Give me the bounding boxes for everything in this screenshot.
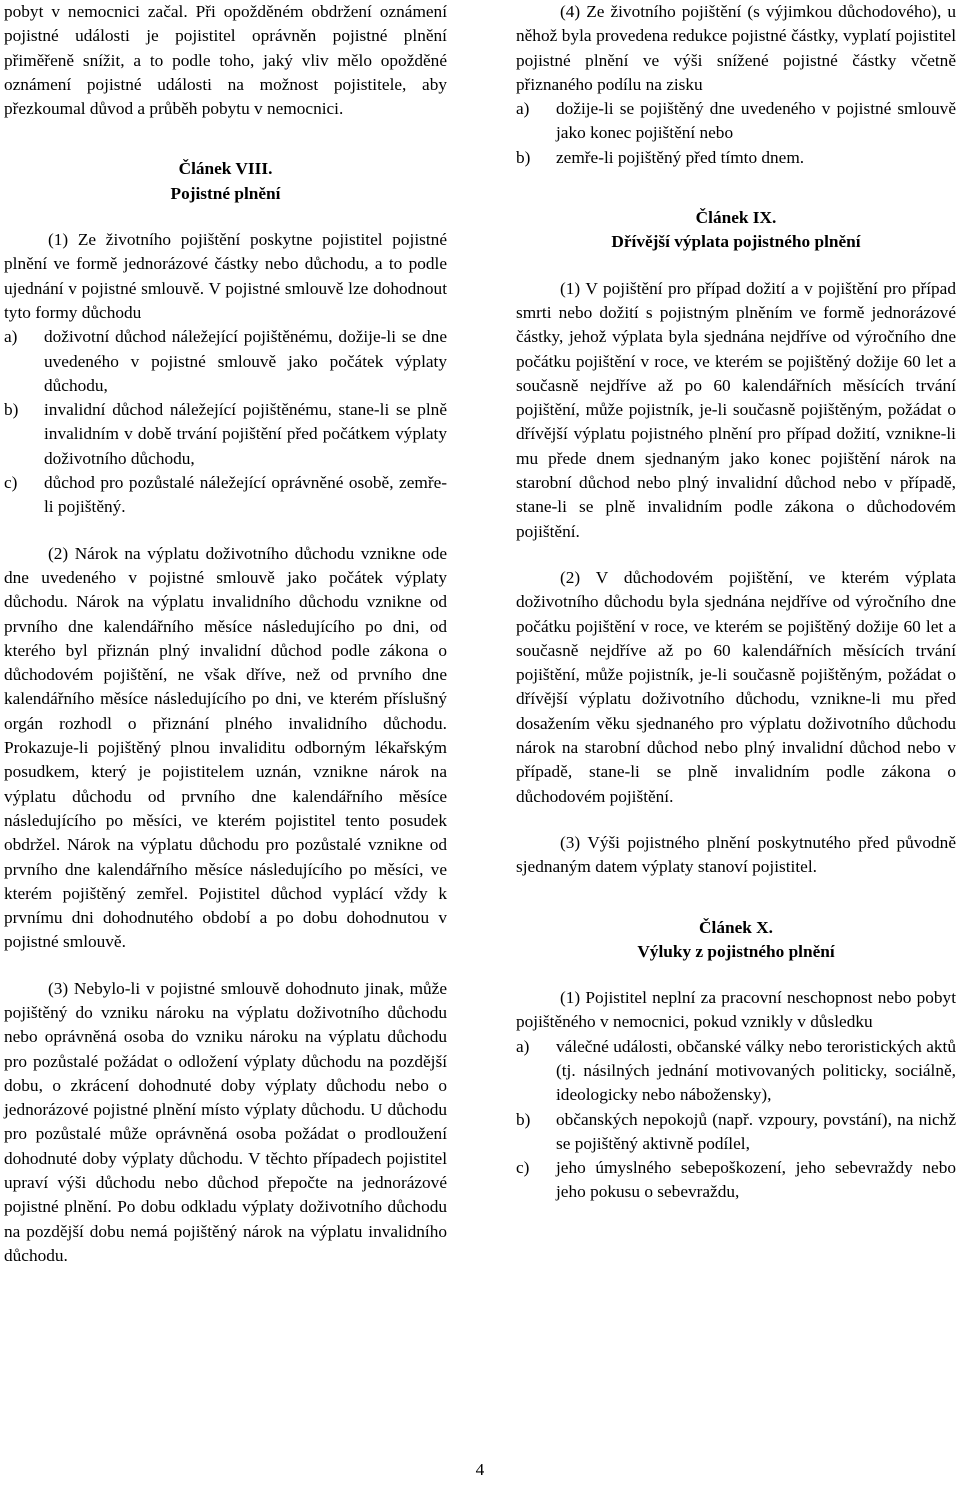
article-9-paragraph-1: (1) V pojištění pro případ dožití a v pojištění pro případ smrti nebo dožití s pojistným plněním ve formě jednorázové částky, jehož výplata byla sjednána nejdříve od výročního dne počátku pojištění v roce, ve kterém se pojištěný dožije 60 let a současně nejdříve až po 60 kalendářních měsících trvání pojištění, může pojistník, je-li současně pojištěným, požádat o dřívější výplatu pojistného plnění pro případ dožití, vznikne-li mu přede dnem sjednaným jako konec pojištění nárok na starobní důchod nebo plný invalidní důchod nebo v případě, stane-li se plně invalidním podle zákona o důchodovém pojištění. <box>516 278 956 541</box>
list-item-label: a) <box>516 1036 530 1056</box>
list-item <box>516 1156 956 1205</box>
list-item-text: důchod pro pozůstalé náležející oprávněné osobě, zemře-li pojištěný. <box>44 473 447 517</box>
article-8-paragraph-2: (2) Nárok na výplatu doživotního důchodu vznikne ode dne uvedeného v pojistné smlouvě jako počátek výplaty důchodu. Nárok na výplatu invalidního důchodu vznikne od prvního dne kalendářního měsíce následujícího po dni, od kterého byl přiznán plný invalidní důchod podle zákona o důchodovém pojištění, ne však dříve, než od prvního dne kalendářního měsíce následujícího po dni, ve kterém příslušný orgán rozhodl o přiznání plného invalidního důchodu. Prokazuje-li pojištěný plnou invaliditu odborným lékařským posudkem, který je pojistitelem uznán, vznikne nárok na výplatu důchodu od prvního dne kalendářního měsíce následujícího po měsíci, ve kterém pojistitel tento posudek obdržel. Nárok na výplatu důchodu pro pozůstalé vznikne od prvního dne kalendářního měsíce následujícího po měsíci, ve kterém pojištěný zemřel. Pojistitel důchod vyplácí vždy k prvnímu dni dohodnutého období a po dobu dohodnutou v pojistné smlouvě. <box>4 543 447 952</box>
page-number: 4 <box>475 1460 485 1479</box>
list-item <box>4 398 447 471</box>
list-item-text: invalidní důchod náležející pojištěnému, stane-li se plně invalidním v době trvání pojištění před počátkem výplaty doživotního důchodu, <box>44 400 447 468</box>
list-item-label: a) <box>4 327 18 347</box>
list-item-text: zemře-li pojištěný před tímto dnem. <box>556 147 805 167</box>
article-9-paragraph-2: (2) V důchodovém pojištění, ve kterém výplata doživotního důchodu byla sjednána nejdříve od výročního dne počátku pojištění v roce, ve kterém se pojištěný dožije 60 let a současně nejdříve až po 60 kalendářních měsících trvání pojištění, může pojistník, je-li současně pojištěným, požádat o dřívější výplatu doživotního důchodu, vznikne-li mu před dosažením věku sjednaného pro výplatu doživotního důchodu nárok na starobní důchod nebo plný invalidní důchod nebo v případě, stane-li se plně invalidním podle zákona o důchodovém pojištění. <box>516 567 956 806</box>
list-item-text: dožije-li se pojištěný dne uvedeného v pojistné smlouvě jako konec pojištění nebo <box>556 99 956 143</box>
left-column <box>4 0 447 1268</box>
article-9-title: Článek IX. <box>695 208 777 228</box>
list-item <box>516 1108 956 1157</box>
list-item-text: doživotní důchod náležející pojištěnému, dožije-li se dne uvedeného v pojistné smlouvě jako počátek výplaty důchodu, <box>44 327 447 395</box>
list-item <box>4 471 447 520</box>
intro-paragraph: pobyt v nemocnici začal. Při opožděném obdržení oznámení pojistné události je pojistitel oprávněn pojistné plnění přiměřeně snížit, a to podle toho, jaký vliv mělo opožděné oznámení pojistné události na možnost pojistitele, aby přezkoumal důvod a průběh pobytu v nemocnici. <box>4 2 447 119</box>
right-column <box>516 0 956 1205</box>
article-10-title: Článek X. <box>699 917 773 937</box>
article-10-subtitle: Výluky z pojistného plnění <box>637 941 835 961</box>
list-item-label: b) <box>516 1109 531 1129</box>
article-8-paragraph-4: (4) Ze životního pojištění (s výjimkou důchodového), u něhož byla provedena redukce pojistné částky, vyplatí pojistitel pojistné plnění ve výši snížené pojistné částky včetně přiznaného podílu na zisku <box>516 2 956 94</box>
list-item <box>516 1035 956 1108</box>
list-item-label: b) <box>4 400 19 420</box>
article-8-paragraph-1: (1) Ze životního pojištění poskytne pojistitel pojistné plnění ve formě jednorázové částky nebo důchodu, a to podle ujednání v pojistné smlouvě. V pojistné smlouvě lze dohodnout tyto formy důchodu <box>4 230 447 322</box>
list-item-label: b) <box>516 147 531 167</box>
article-9-subtitle: Dřívější výplata pojistného plnění <box>611 232 861 252</box>
list-item <box>4 325 447 398</box>
list-item-label: c) <box>4 473 18 493</box>
list-item <box>516 146 956 170</box>
list-item-label: c) <box>516 1158 530 1178</box>
article-8-paragraph-3: (3) Nebylo-li v pojistné smlouvě dohodnuto jinak, může pojištěný do vzniku nároku na výplatu doživotního důchodu nebo oprávněná osoba do vzniku nároku na výplatu důchodu pro pozůstalé požádat o odložení výplaty důchodu na pozdější dobu, o zkrácení dohodnuté doby výplaty důchodu nebo o jednorázové pojistné plnění místo výplaty důchodu. U důchodu pro pozůstalé může oprávněná osoba požádat o prodloužení dohodnuté doby výplaty důchodu. V těchto případech pojistitel upraví výši důchodu nebo důchod přepočte na jednorázové pojistné plnění. Po dobu odkladu výplaty doživotního důchodu na pozdější dobu nemá pojištěný nárok na výplatu invalidního důchodu. <box>4 978 447 1265</box>
list-item-text: válečné události, občanské války nebo teroristických aktů (tj. násilných jednání motivovaných politicky, sociálně, ideologicky nebo nábožensky), <box>556 1036 956 1105</box>
article-9-paragraph-3: (3) Výši pojistného plnění poskytnutého před původně sjednaným datem výplaty stanoví pojistitel. <box>516 832 956 877</box>
list-item-text: občanských nepokojů (např. vzpoury, povstání), na nichž se pojištěný aktivně podílel, <box>556 1109 956 1153</box>
article-8-title: Článek VIII. <box>178 159 273 179</box>
list-item-label: a) <box>516 99 530 119</box>
list-item-text: jeho úmyslného sebepoškození, jeho sebevraždy nebo jeho pokusu o sebevraždu, <box>556 1158 956 1202</box>
article-10-paragraph-1: (1) Pojistitel neplní za pracovní neschopnost nebo pobyt pojištěného v nemocnici, pokud vznikly v důsledku <box>516 988 956 1032</box>
article-8-subtitle: Pojistné plnění <box>170 183 281 203</box>
list-item <box>516 97 956 146</box>
